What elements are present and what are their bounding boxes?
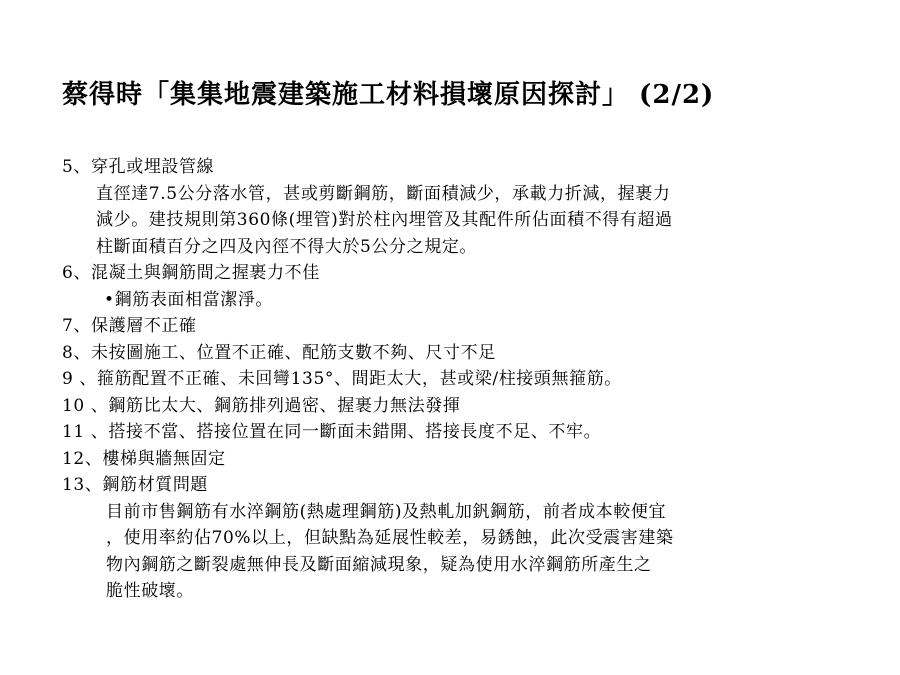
- list-item-detail: 減少。建技規則第360條(埋管)對於柱內埋管及其配件所佔面積不得有超過: [96, 210, 673, 230]
- list-item: 13、鋼筋材質問題: [62, 475, 209, 495]
- list-item: 8、未按圖施工、位置不正確、配筋支數不夠、尺寸不足: [62, 342, 496, 363]
- list-item: 7、保護層不正確: [62, 316, 197, 336]
- list-item-detail: 柱斷面積百分之四及內徑不得大於5公分之規定。: [96, 236, 478, 257]
- list-item-detail: 物內鋼筋之斷裂處無伸長及斷面縮減現象，疑為使用水淬鋼筋所產生之: [106, 554, 652, 575]
- list-item: 10 、鋼筋比太大、鋼筋排列過密、握裹力無法發揮: [62, 395, 461, 416]
- list-item: 9 、箍筋配置不正確、未回彎135°、間距太大，甚或梁/柱接頭無箍筋。: [62, 369, 622, 389]
- content-list: [62, 154, 842, 605]
- list-item-detail: 目前市售鋼筋有水淬鋼筋(熱處理鋼筋)及熱軋加釩鋼筋，前者成本較便宜: [106, 501, 667, 522]
- list-item: 5、穿孔或埋設管線: [62, 157, 215, 177]
- list-item-detail: •鋼筋表面相當潔淨。: [104, 289, 274, 310]
- list-item: 6、混凝土與鋼筋間之握裹力不佳: [62, 263, 320, 283]
- list-item: 11 、搭接不當、搭接位置在同一斷面未錯開、搭接長度不足、不牢。: [62, 422, 602, 442]
- list-item: 12、樓梯與牆無固定: [62, 448, 226, 469]
- list-item-detail: 脆性破壞。: [106, 581, 194, 601]
- list-item-detail: 直徑達7.5公分落水管，甚或剪斷鋼筋，斷面積減少，承載力折減，握裹力: [96, 183, 671, 204]
- slide-title: 蔡得時「集集地震建築施工材料損壞原因探討」 (2/2): [62, 80, 715, 110]
- list-item-detail: ，使用率約佔70%以上，但缺點為延展性較差，易銹蝕，此次受震害建築: [106, 528, 674, 548]
